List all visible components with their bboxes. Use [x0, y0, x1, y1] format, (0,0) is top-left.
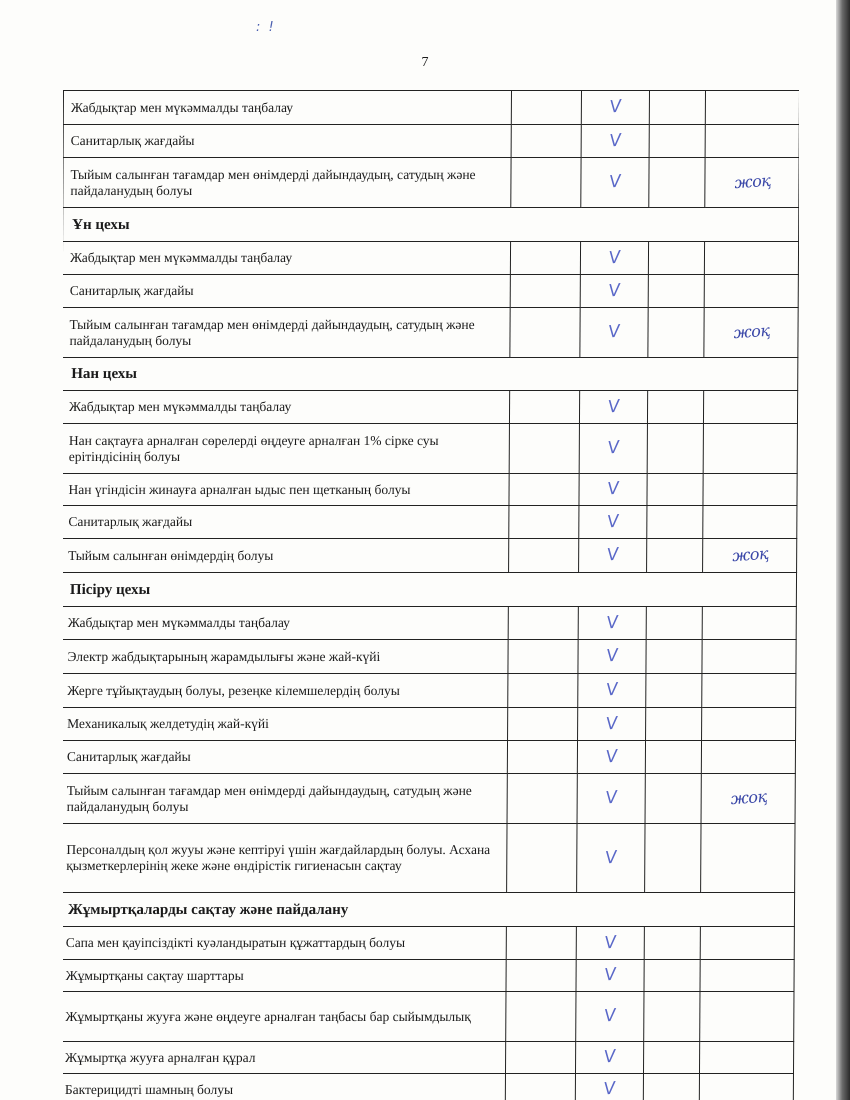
criterion-text: Жабдықтар мен мүкәммалды таңбалау: [63, 607, 508, 640]
blank-cell: [508, 607, 578, 640]
blank-cell: [505, 1074, 575, 1100]
handwritten-check-mark: V: [604, 846, 618, 869]
section-header-row: [63, 893, 795, 927]
checklist-row: [63, 640, 796, 674]
note-cell: [703, 474, 797, 506]
check-cell: [577, 741, 645, 774]
check-cell: [581, 125, 649, 158]
handwritten-check-mark: V: [604, 787, 618, 809]
blank-cell: [648, 275, 704, 308]
handwritten-check-mark: V: [608, 96, 623, 118]
handwritten-check-mark: V: [607, 246, 622, 269]
note-cell: [699, 1042, 793, 1074]
handwritten-check-mark: V: [603, 1005, 617, 1027]
blank-cell: [509, 539, 579, 573]
check-cell: [579, 539, 647, 573]
blank-cell: [646, 607, 702, 640]
criterion-text: Нан үгіндісін жинауға арналған ыдыс пен щетканың болуы: [63, 474, 509, 506]
checklist-row: [63, 741, 796, 774]
check-cell: [578, 708, 646, 741]
criterion-text: Тыйым салынған тағамдар мен өнімдерді дайындаудың, сатудың және пайдаланудың болуы: [63, 308, 510, 358]
check-cell: [579, 391, 647, 424]
blank-cell: [507, 741, 577, 774]
blank-cell: [510, 242, 580, 275]
check-cell: [580, 242, 648, 275]
check-cell: [578, 640, 646, 674]
note-cell: [701, 774, 795, 824]
handwritten-check-mark: V: [604, 712, 619, 735]
handwritten-check-mark: V: [606, 478, 620, 500]
section-title: Пісіру цехы: [63, 573, 797, 607]
handwritten-note: жоқ: [732, 320, 770, 343]
blank-cell: [646, 708, 702, 741]
checklist-sheet: [63, 90, 799, 1100]
criterion-text: Жабдықтар мен мүкәммалды таңбалау: [63, 391, 510, 424]
checklist-row: [63, 708, 796, 741]
handwritten-note: жоқ: [731, 543, 769, 566]
note-cell: [700, 992, 794, 1042]
blank-cell: [644, 992, 700, 1042]
blank-cell: [649, 158, 705, 208]
blank-cell: [511, 91, 581, 125]
note-cell: [704, 242, 798, 275]
criterion-text: Механикалық желдетудің жай-күйі: [63, 708, 508, 741]
criterion-text: Персоналдың қол жууы және кептіруі үшін жағдайлардың болуы. Асхана қызметкерлерінің жеке және өндірістік гигиенасын сақтау: [63, 824, 507, 893]
scan-edge-shadow: [836, 0, 850, 1100]
blank-cell: [511, 125, 581, 158]
criterion-text: Тыйым салынған тағамдар мен өнімдерді дайындаудың, сатудың және пайдаланудың болуы: [63, 158, 511, 208]
blank-cell: [647, 474, 703, 506]
note-cell: [701, 741, 795, 774]
check-cell: [577, 824, 645, 893]
section-title: Ұн цехы: [63, 208, 799, 242]
check-cell: [578, 674, 646, 708]
criterion-text: Жерге тұйықтаудың болуы, резеңке кілемшелердің болуы: [63, 674, 508, 708]
blank-cell: [648, 242, 704, 275]
criterion-text: Жұмыртқаны сақтау шарттары: [63, 960, 506, 992]
checklist-row: [63, 242, 799, 275]
handwritten-check-mark: V: [605, 611, 620, 634]
handwritten-check-mark: V: [602, 1046, 617, 1068]
blank-cell: [505, 1042, 575, 1074]
handwritten-check-mark: V: [603, 964, 617, 986]
note-cell: [703, 506, 797, 539]
note-cell: [705, 158, 799, 208]
checklist-row: [63, 992, 794, 1042]
check-cell: [579, 424, 647, 474]
blank-cell: [509, 506, 579, 539]
criterion-text: Жабдықтар мен мүкәммалды таңбалау: [63, 91, 511, 125]
blank-cell: [645, 741, 701, 774]
blank-cell: [647, 391, 703, 424]
check-cell: [579, 474, 647, 506]
note-cell: [703, 391, 797, 424]
note-cell: [705, 125, 799, 158]
note-cell: [700, 960, 794, 992]
blank-cell: [508, 640, 578, 674]
blank-cell: [508, 674, 578, 708]
blank-cell: [643, 1074, 699, 1100]
check-cell: [580, 308, 648, 358]
blank-cell: [643, 1042, 699, 1074]
handwritten-check-mark: V: [606, 437, 621, 459]
criterion-text: Жұмыртқа жууға арналған құрал: [63, 1042, 506, 1074]
blank-cell: [646, 674, 702, 708]
blank-cell: [645, 774, 701, 824]
check-cell: [575, 1074, 643, 1100]
criterion-text: Сапа мен қауіпсіздікті куәландыратын құжаттардың болуы: [63, 927, 506, 960]
check-cell: [580, 275, 648, 308]
checklist-row: [63, 308, 798, 358]
handwritten-note: жоқ: [733, 170, 771, 193]
handwritten-check-mark: V: [608, 171, 622, 193]
note-cell: [703, 539, 797, 573]
criterion-text: Тыйым салынған өнімдердің болуы: [63, 539, 509, 573]
blank-cell: [510, 308, 580, 358]
check-cell: [576, 992, 644, 1042]
handwritten-check-mark: V: [607, 321, 621, 343]
stray-pen-marks: : !: [256, 20, 276, 35]
check-cell: [578, 607, 646, 640]
criterion-text: Санитарлық жағдайы: [63, 741, 508, 774]
section-header-row: [63, 573, 797, 607]
checklist-row: [63, 927, 794, 960]
blank-cell: [648, 308, 704, 358]
blank-cell: [646, 640, 702, 674]
note-cell: [702, 708, 796, 741]
handwritten-check-mark: V: [605, 645, 619, 667]
checklist-row: [63, 506, 797, 539]
checklist-row: [63, 960, 794, 992]
blank-cell: [506, 992, 576, 1042]
note-cell: [702, 640, 796, 674]
note-cell: [700, 927, 794, 960]
blank-cell: [644, 927, 700, 960]
handwritten-check-mark: V: [606, 510, 620, 533]
handwritten-check-mark: V: [605, 679, 619, 701]
blank-cell: [647, 506, 703, 539]
note-cell: [702, 607, 796, 640]
blank-cell: [509, 391, 579, 424]
handwritten-check-mark: V: [606, 395, 621, 418]
checklist-row: [63, 474, 797, 506]
blank-cell: [645, 824, 701, 893]
note-cell: [703, 424, 797, 474]
blank-cell: [507, 774, 577, 824]
checklist-row: [63, 824, 795, 893]
criterion-text: Нан сақтауға арналған сөрелерді өңдеуге арналған 1% сірке суы ерітіндісінің болуы: [63, 424, 509, 474]
handwritten-check-mark: V: [608, 129, 622, 152]
checklist-row: [63, 391, 798, 424]
check-cell: [581, 91, 649, 125]
blank-cell: [508, 708, 578, 741]
blank-cell: [509, 424, 579, 474]
blank-cell: [506, 960, 576, 992]
check-cell: [577, 774, 645, 824]
handwritten-check-mark: V: [607, 279, 622, 302]
check-cell: [576, 927, 644, 960]
blank-cell: [649, 125, 705, 158]
checklist-row: [63, 1042, 794, 1074]
criterion-text: Санитарлық жағдайы: [63, 125, 511, 158]
section-header-row: [63, 208, 799, 242]
checklist-row: [63, 275, 798, 308]
inspection-checklist-table: [63, 90, 799, 1100]
criterion-text: Тыйым салынған тағамдар мен өнімдерді дайындаудың, сатудың және пайдаланудың болуы: [63, 774, 507, 824]
checklist-row: [63, 674, 796, 708]
check-cell: [576, 960, 644, 992]
handwritten-note: жоқ: [729, 786, 767, 809]
blank-cell: [649, 91, 705, 125]
criterion-text: Санитарлық жағдайы: [63, 506, 509, 539]
handwritten-check-mark: V: [604, 745, 619, 768]
note-cell: [704, 275, 798, 308]
checklist-row: [63, 424, 797, 474]
checklist-row: [63, 125, 799, 158]
check-cell: [575, 1042, 643, 1074]
criterion-text: Электр жабдықтарының жарамдылығы және жай-күйі: [63, 640, 508, 674]
note-cell: [699, 1074, 793, 1100]
blank-cell: [506, 927, 576, 960]
checklist-row: [63, 539, 797, 573]
blank-cell: [509, 474, 579, 506]
section-header-row: [63, 358, 798, 391]
criterion-text: Санитарлық жағдайы: [63, 275, 510, 308]
checklist-row: [63, 607, 796, 640]
blank-cell: [647, 539, 703, 573]
checklist-row: [63, 774, 795, 824]
note-cell: [705, 91, 799, 125]
handwritten-check-mark: V: [602, 1078, 617, 1100]
criterion-text: Бактерицидті шамның болуы: [63, 1074, 505, 1100]
check-cell: [579, 506, 647, 539]
blank-cell: [644, 960, 700, 992]
note-cell: [701, 824, 795, 893]
check-cell: [581, 158, 649, 208]
blank-cell: [511, 158, 581, 208]
checklist-row: [63, 158, 799, 208]
blank-cell: [507, 824, 577, 893]
handwritten-check-mark: V: [603, 931, 618, 954]
criterion-text: Жұмыртқаны жууға және өңдеуге арналған таңбасы бар сыйымдылық: [63, 992, 506, 1042]
note-cell: [704, 308, 798, 358]
blank-cell: [647, 424, 703, 474]
note-cell: [702, 674, 796, 708]
criterion-text: Жабдықтар мен мүкәммалды таңбалау: [63, 242, 511, 275]
blank-cell: [510, 275, 580, 308]
section-title: Нан цехы: [63, 358, 798, 391]
checklist-row: [63, 91, 799, 125]
checklist-row: [63, 1074, 793, 1100]
section-title: Жұмыртқаларды сақтау және пайдалану: [63, 893, 795, 927]
page-number: 7: [421, 55, 429, 70]
handwritten-check-mark: V: [605, 544, 620, 566]
